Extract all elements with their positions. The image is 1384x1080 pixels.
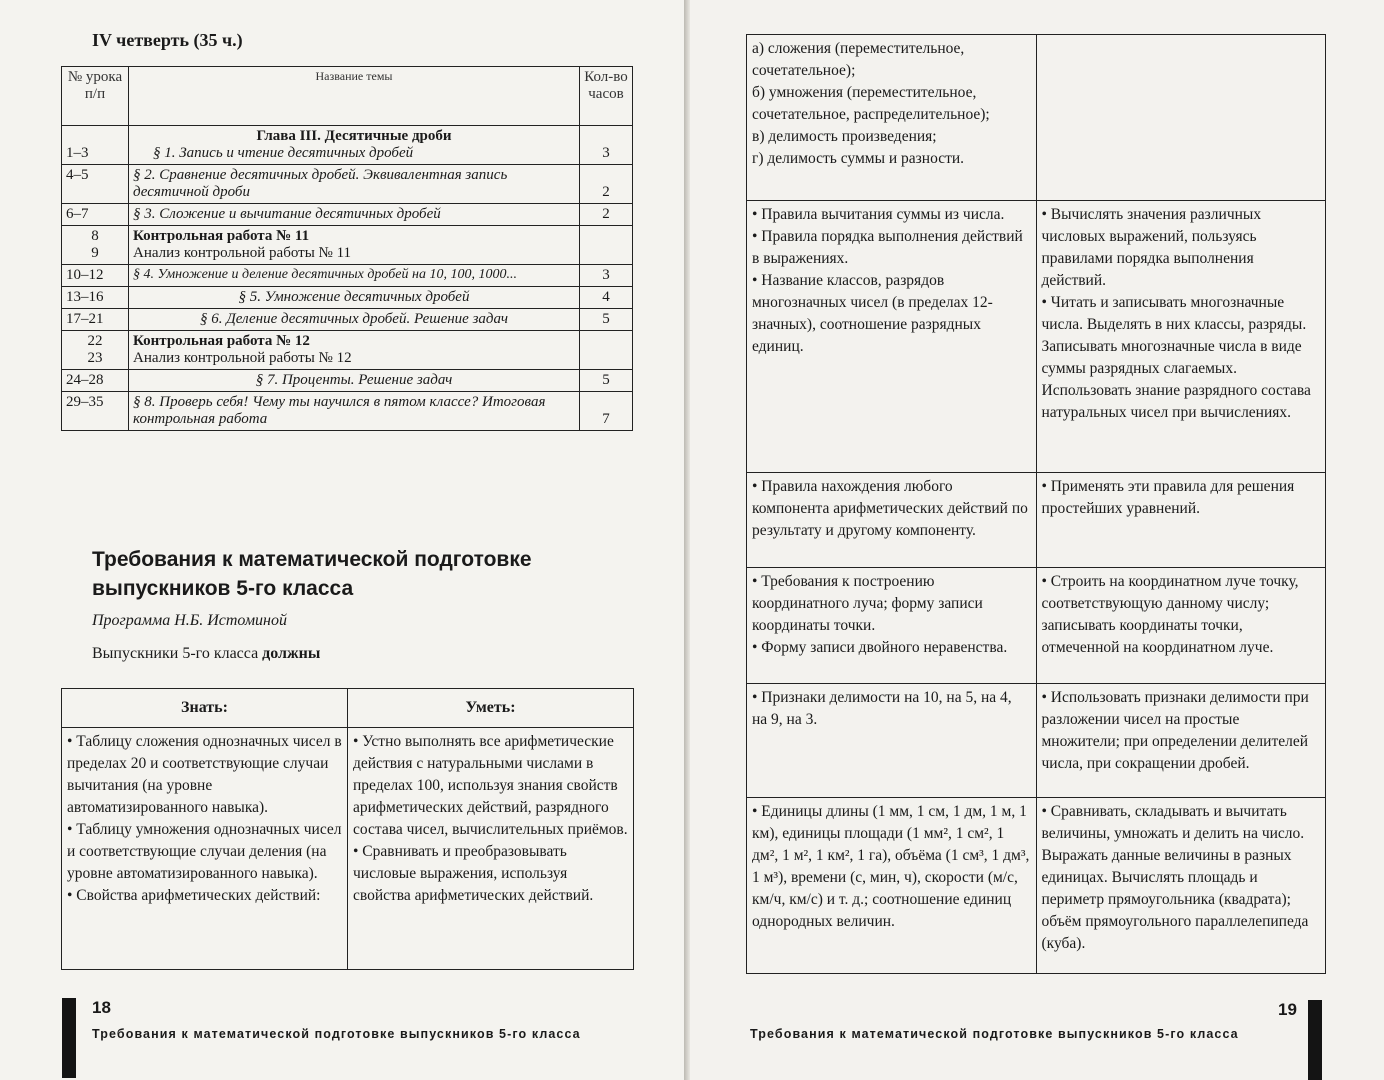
table-row <box>62 287 633 309</box>
lesson-topic: § 5. Умножение десятичных дробей <box>129 287 580 309</box>
lesson-num: 29–35 <box>62 392 129 431</box>
table-row <box>62 370 633 392</box>
can-item: • Применять эти правила для решения простейших уравнений. <box>1041 478 1295 517</box>
can-cell <box>1036 201 1326 473</box>
footer-text-left: Требования к математической подготовке выпускников 5-го класса <box>92 1027 581 1041</box>
graduates-line <box>92 645 320 663</box>
page-number-right: 19 <box>1278 1000 1297 1019</box>
lesson-topic-text: Анализ контрольной работы № 11 <box>133 245 352 261</box>
lesson-hours: 2 <box>580 204 633 226</box>
know-cell <box>747 35 1037 201</box>
lesson-hours: 2 <box>580 165 633 204</box>
know-item: • Форму записи двойного неравенства. <box>752 639 1008 656</box>
can-cell <box>1036 473 1326 568</box>
lesson-topic <box>129 126 580 165</box>
lesson-topic: § 8. Проверь себя! Чему ты научился в пятом классе? Итоговая контрольная работа <box>129 392 580 431</box>
can-item: • Строить на координатном луче точку, соответствующую данному числу; записывать координаты точки, отмеченной на координатном луче. <box>1041 573 1299 656</box>
lessons-table <box>61 66 633 431</box>
lesson-topic: § 6. Деление десятичных дробей. Решение задач <box>129 309 580 331</box>
lesson-hours: 4 <box>580 287 633 309</box>
know-item: • Таблицу сложения однозначных чисел в пределах 20 и соответствующие случаи вычитания (на уровне автоматизированного навыка). <box>67 733 342 816</box>
lesson-hours: 5 <box>580 370 633 392</box>
know-item: • Правила порядка выполнения действий в выражениях. <box>752 228 1023 267</box>
know-item: • Единицы длины (1 мм, 1 см, 1 дм, 1 м, 1 км), единицы площади (1 мм², 1 см², 1 дм², 1 м², 1 км², 1 га), объёма (1 см³, 1 дм³, 1 м³), времени (с, мин, ч), скорости (м/с, км/ч, км/с) и т. д.; соотношение единиц однородных величин. <box>752 803 1030 930</box>
know-can-table <box>61 688 634 970</box>
test-title: Контрольная работа № 11 <box>133 228 310 244</box>
know-cell <box>747 568 1037 684</box>
know-item: • Таблицу умножения однозначных чисел и соответствующие случаи деления (на уровне автоматизированного навыка). <box>67 821 342 882</box>
can-header: Уметь: <box>348 689 634 728</box>
header-topic: Название темы <box>129 67 580 126</box>
know-header: Знать: <box>62 689 348 728</box>
table-row <box>62 204 633 226</box>
lesson-num: 13–16 <box>62 287 129 309</box>
lesson-topic: § 7. Проценты. Решение задач <box>129 370 580 392</box>
lesson-num: 17–21 <box>62 309 129 331</box>
chapter-title: Глава III. Десятичные дроби <box>256 128 452 144</box>
table-row <box>747 35 1326 201</box>
graduates-prefix: Выпускники 5-го класса <box>92 645 263 662</box>
table-row <box>62 126 633 165</box>
table-row <box>62 392 633 431</box>
requirements-title: Требования к математической подготовке выпускников 5-го класса <box>92 548 532 600</box>
know-item: в) делимость произведения; <box>752 128 937 145</box>
footer-text-right: Требования к математической подготовке выпускников 5-го класса <box>750 1027 1239 1041</box>
footer-bar-right <box>1308 1000 1322 1080</box>
lesson-num: 6–7 <box>62 204 129 226</box>
page-number-left: 18 <box>92 998 111 1017</box>
know-item: • Правила нахождения любого компонента арифметических действий по результату и другому компоненту. <box>752 478 1028 539</box>
can-item: • Читать и записывать многозначные числа. Выделять в них классы, разряды. Записывать многозначные числа в виде суммы разрядных слагаемых. Использовать знание разрядного состава натуральных чисел при вычислениях. <box>1041 294 1311 421</box>
quarter-title: IV четверть (35 ч.) <box>92 30 243 50</box>
know-can-table-continued <box>746 34 1326 974</box>
right-page <box>690 0 1384 1080</box>
lesson-topic <box>129 226 580 265</box>
can-cell <box>1036 684 1326 798</box>
lesson-num: 4–5 <box>62 165 129 204</box>
lesson-num: 1–3 <box>62 126 129 165</box>
know-item: • Признаки делимости на 10, на 5, на 4, на 9, на 3. <box>752 689 1012 728</box>
know-item: • Правила вычитания суммы из числа. <box>752 206 1005 223</box>
lesson-hours: 7 <box>580 392 633 431</box>
table-row <box>747 568 1326 684</box>
can-item: • Вычислять значения различных числовых выражений, пользуясь правилами порядка выполнения действий. <box>1041 206 1262 289</box>
header-num: № урока п/п <box>62 67 129 126</box>
lessons-header-row <box>62 67 633 126</box>
header-hours: Кол-во часов <box>580 67 633 126</box>
table-row <box>62 331 633 370</box>
table-row <box>62 309 633 331</box>
know-cell <box>747 798 1037 974</box>
lesson-hours <box>580 331 633 370</box>
know-item: б) умножения (переместительное, сочетательное, распределительное); <box>752 84 990 123</box>
know-item: а) сложения (переместительное, сочетательное); <box>752 40 965 79</box>
lesson-hours: 5 <box>580 309 633 331</box>
left-page <box>0 0 684 1080</box>
lesson-hours <box>580 226 633 265</box>
can-item: • Устно выполнять все арифметические действия с натуральными числами в пределах 100, используя знания свойств арифметических действий, разрядного состава чисел, вычислительных приёмов. <box>353 733 628 838</box>
lesson-num: 22 23 <box>62 331 129 370</box>
know-item: • Требования к построению координатного луча; форму записи координаты точки. <box>752 573 983 634</box>
know-can-header-row <box>62 689 634 728</box>
table-row <box>747 473 1326 568</box>
know-cell <box>747 684 1037 798</box>
lesson-hours: 3 <box>580 265 633 287</box>
know-cell <box>747 201 1037 473</box>
can-cell <box>1036 798 1326 974</box>
graduates-must: должны <box>262 645 321 662</box>
test-title: Контрольная работа № 12 <box>133 333 310 349</box>
table-row <box>747 798 1326 974</box>
lesson-num: 8 9 <box>62 226 129 265</box>
can-cell <box>1036 35 1326 201</box>
lesson-topic: § 4. Умножение и деление десятичных дробей на 10, 100, 1000... <box>129 265 580 287</box>
know-item: г) делимость суммы и разности. <box>752 150 965 167</box>
table-row <box>747 684 1326 798</box>
lesson-topic-text: Анализ контрольной работы № 12 <box>133 350 352 366</box>
lesson-topic-text: § 1. Запись и чтение десятичных дробей <box>153 145 414 161</box>
lesson-num: 10–12 <box>62 265 129 287</box>
lesson-hours: 3 <box>580 126 633 165</box>
lesson-num: 24–28 <box>62 370 129 392</box>
can-cell <box>348 728 634 970</box>
lesson-topic <box>129 331 580 370</box>
know-cell <box>62 728 348 970</box>
table-row <box>62 728 634 970</box>
can-cell <box>1036 568 1326 684</box>
footer-bar-left <box>62 998 76 1078</box>
table-row <box>62 165 633 204</box>
can-item: • Использовать признаки делимости при разложении чисел на простые множители; при определении делителей числа, при сокращении дробей. <box>1041 689 1309 772</box>
program-author: Программа Н.Б. Истоминой <box>92 612 287 629</box>
table-row <box>747 201 1326 473</box>
know-item: • Название классов, разрядов многозначных чисел (в пределах 12-значных), соотношение разрядных единиц. <box>752 272 993 355</box>
lesson-topic: § 3. Сложение и вычитание десятичных дробей <box>129 204 580 226</box>
lesson-topic: § 2. Сравнение десятичных дробей. Эквивалентная запись десятичной дроби <box>129 165 580 204</box>
can-item: • Сравнивать и преобразовывать числовые выражения, используя свойства арифметических действий. <box>353 843 594 904</box>
table-row <box>62 226 633 265</box>
table-row <box>62 265 633 287</box>
can-item: • Сравнивать, складывать и вычитать величины, умножать и делить на число. Выражать данные величины в разных единицах. Вычислять площадь и периметр прямоугольника (квадрата); объём прямоугольного параллелепипеда (куба). <box>1041 803 1309 952</box>
know-item: • Свойства арифметических действий: <box>67 887 321 904</box>
know-cell <box>747 473 1037 568</box>
